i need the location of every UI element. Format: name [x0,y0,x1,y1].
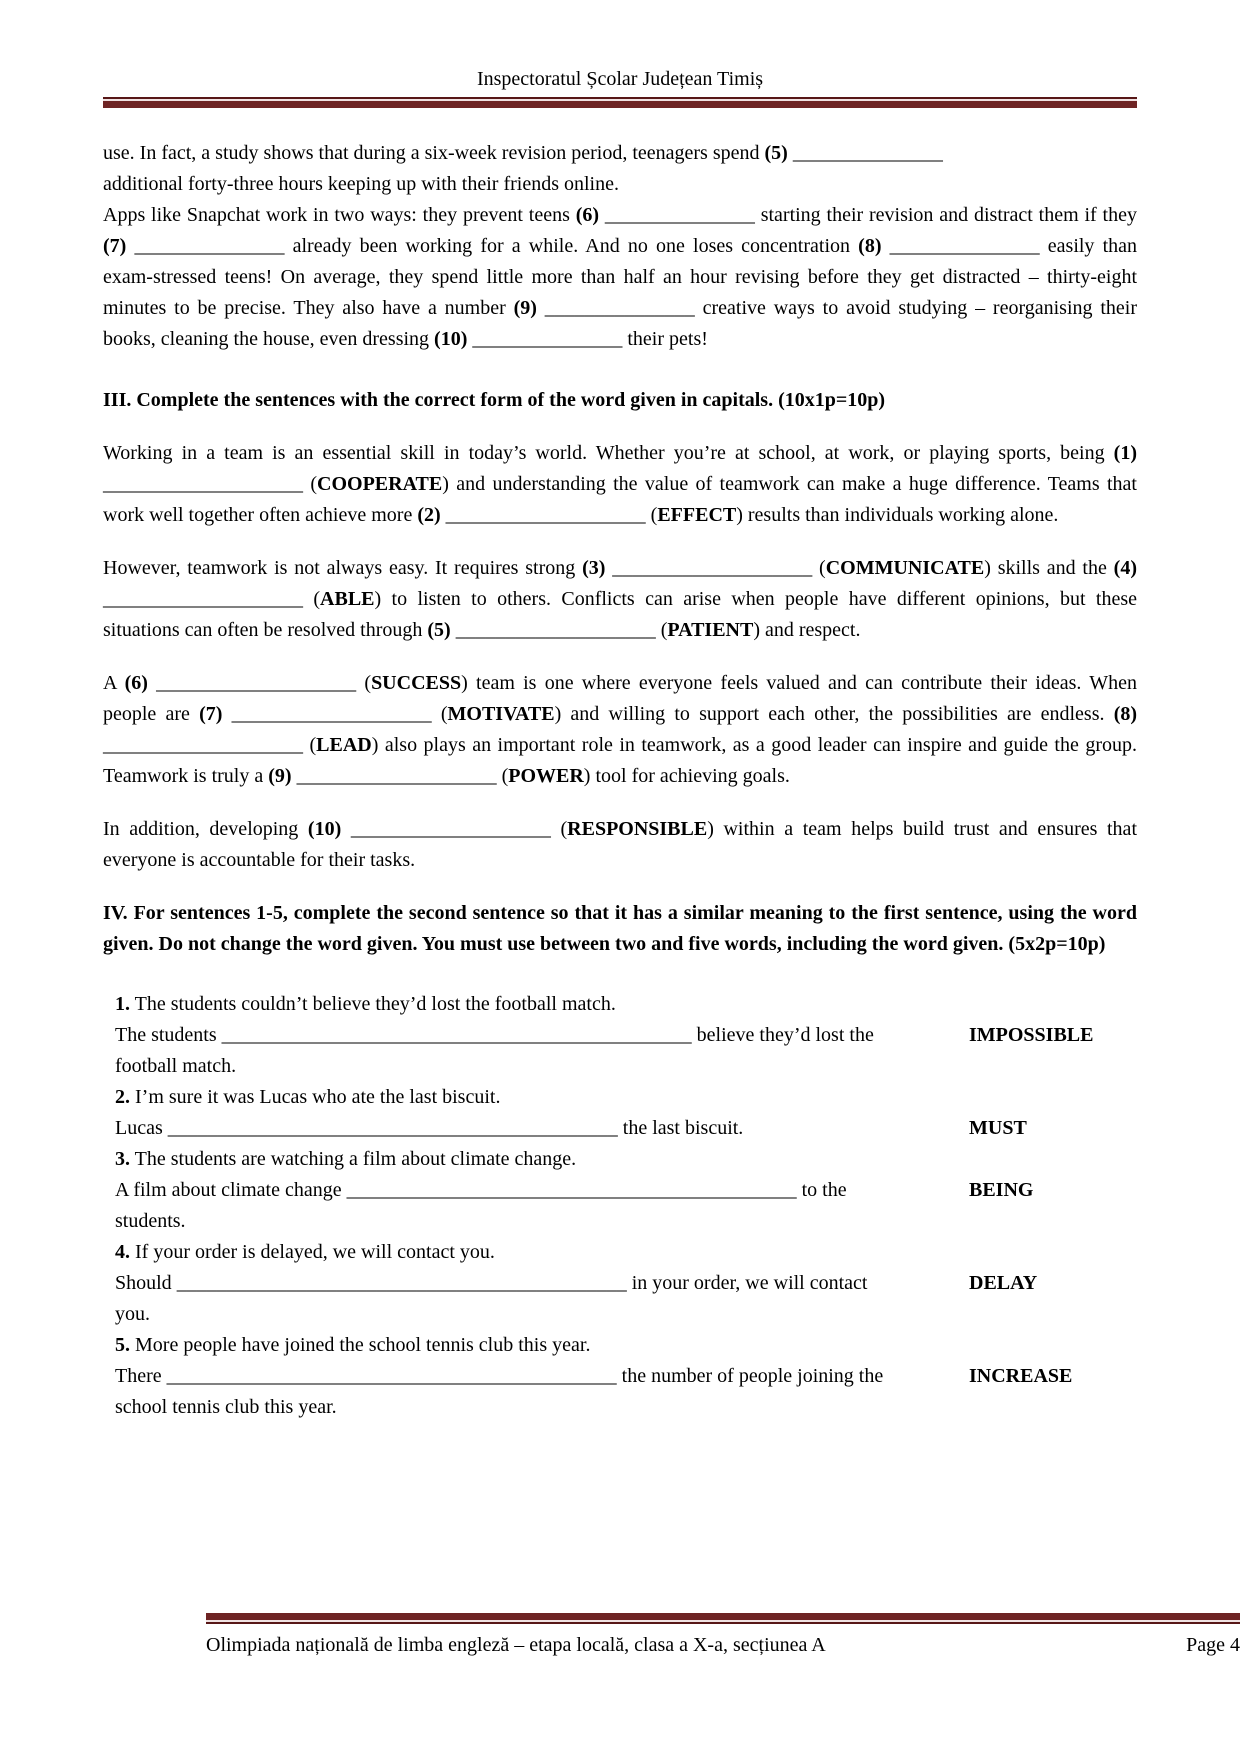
footer-left-text: Olimpiada națională de limba engleză – etapa locală, clasa a X-a, secțiunea A [206,1634,826,1656]
answer-blank: _____________________________________________ [166,1365,617,1387]
section4-heading: IV. For sentences 1-5, complete the second sentence so that it has a similar meaning to the first sentence, using the word given. Do not change the word given. You must use between two and five words, including the word given. (5x2p=10p) [103,902,1137,955]
answer-blank: ____________________ [231,703,432,725]
sentence-text: A film about climate change _____________________________________________ to the [115,1179,847,1201]
sentence-text: 4. If your order is delayed, we will contact you. [115,1241,495,1263]
document-page [103,0,1240,1656]
exercise-line [115,1051,1137,1082]
exercise-item-3 [115,1144,1137,1237]
page-footer [206,1613,1240,1658]
exercise-line [115,1113,1137,1144]
exercise-item-2 [115,1082,1137,1144]
exercise-line [115,1330,1137,1361]
answer-blank: _____________________________________________ [167,1117,618,1139]
exercise-line [115,1082,1137,1113]
exercise-item-1 [115,989,1137,1082]
footer-page-number: Page 4 [1186,1634,1240,1656]
answer-blank: ____________________ [296,765,497,787]
answer-blank: _______________ [792,142,943,164]
section3-heading: III. Complete the sentences with the correct form of the word given in capitals. (10x1p=10p) [103,389,886,411]
answer-blank: ____________________ [445,504,646,526]
sentence-text: 1. The students couldn’t believe they’d lost the football match. [115,993,616,1015]
exercise-line [115,1206,1137,1237]
header-title: Inspectoratul Școlar Județean Timiș [476,68,764,90]
sentence-text: 5. More people have joined the school tennis club this year. [115,1334,591,1356]
answer-blank: _____________________________________________ [346,1179,797,1201]
keyword-given: BEING [969,1179,1034,1201]
keyword-given: DELAY [969,1272,1038,1294]
answer-blank: _______________ [889,235,1040,257]
sentence-text: Lucas _____________________________________________ the last biscuit. [115,1117,744,1139]
sentence-text: 2. I’m sure it was Lucas who ate the last biscuit. [115,1086,501,1108]
page-header [103,0,1137,108]
cloze-paragraph-1: use. In fact, a study shows that during a six-week revision period, teenagers spend (5) _______________ additional forty-three hours keeping up with their friends online. [103,142,943,195]
keyword-given: IMPOSSIBLE [969,1024,1094,1046]
sentence-text: Should _____________________________________________ in your order, we will contact [115,1272,868,1294]
exercise-line [115,1268,1137,1299]
section3-paragraph-3: A (6) ____________________ (SUCCESS) team is one where everyone feels valued and can contribute their ideas. When people are (7) ____________________ (MOTIVATE) and willing to support each other, the possibilities are endless. (8) ____________________ (LEAD) also plays an important role in teamwork, as a good leader can inspire and guide the group. Teamwork is truly a (9) ____________________ (POWER) tool for achieving goals. [103,672,1138,787]
answer-blank: ____________________ [103,588,303,610]
section4-items [115,989,1137,1423]
sentence-text: There _____________________________________________ the number of people joining the [115,1365,884,1387]
answer-blank: _______________ [544,297,695,319]
answer-blank: _______________________________________________ [221,1024,692,1046]
answer-blank: ____________________ [612,557,813,579]
answer-blank: ____________________ [350,818,551,840]
answer-blank: _______________ [604,204,755,226]
answer-blank: _____________________________________________ [176,1272,627,1294]
document-body [103,138,1137,1423]
answer-blank: ____________________ [103,734,303,756]
cloze-paragraph-2: Apps like Snapchat work in two ways: they prevent teens (6) _______________ starting their revision and distract them if they (7) _______________ already been working for a while. And no one loses concentration (8) _______________ easily than exam-stressed teens! On average, they spend little more than half an hour revising before they get distracted – thirty-eight minutes to be precise. They also have a number (9) _______________ creative ways to avoid studying – reorganising their books, cleaning the house, even dressing (10) _______________ their pets! [103,204,1138,350]
exercise-line [115,1299,1137,1330]
sentence-text: The students _______________________________________________ believe they’d lost the [115,1024,874,1046]
section3-paragraph-4: In addition, developing (10) ____________________ (RESPONSIBLE) within a team helps build trust and ensures that everyone is accountable for their tasks. [103,818,1137,871]
answer-blank: _______________ [134,235,285,257]
answer-blank: _______________ [472,328,623,350]
section3-paragraph-1: Working in a team is an essential skill in today’s world. Whether you’re at school, at work, or playing sports, being (1) ____________________ (COOPERATE) and understanding the value of teamwork can make a huge difference. Teams that work well together often achieve more (2) ____________________ (EFFECT) results than individuals working alone. [103,442,1137,526]
exercise-line [115,1361,1137,1392]
exercise-line [115,1392,1137,1423]
footer-rule [206,1613,1240,1624]
exercise-item-5 [115,1330,1137,1423]
exercise-line [115,989,1137,1020]
sentence-text: students. [115,1210,186,1232]
answer-blank: ____________________ [156,672,357,694]
exercise-item-4 [115,1237,1137,1330]
exercise-line [115,1175,1137,1206]
keyword-given: INCREASE [969,1365,1073,1387]
header-rule-thick-bar [103,101,1137,108]
exercise-line [115,1237,1137,1268]
answer-blank: ____________________ [103,473,303,495]
header-rule [103,97,1137,108]
keyword-given: MUST [969,1117,1027,1139]
footer-rule-thin-line [206,1622,1240,1624]
answer-blank: ____________________ [455,619,656,641]
sentence-text: school tennis club this year. [115,1396,337,1418]
exercise-line [115,1144,1137,1175]
footer-rule-thick-bar [206,1613,1240,1620]
sentence-text: 3. The students are watching a film about climate change. [115,1148,577,1170]
sentence-text: football match. [115,1055,237,1077]
exercise-line [115,1020,1137,1051]
sentence-text: you. [115,1303,150,1325]
section3-paragraph-2: However, teamwork is not always easy. It requires strong (3) ____________________ (COMMUNICATE) skills and the (4) ____________________ (ABLE) to listen to others. Conflicts can arise when people have different opinions, but these situations can often be resolved through (5) ____________________ (PATIENT) and respect. [103,557,1137,641]
